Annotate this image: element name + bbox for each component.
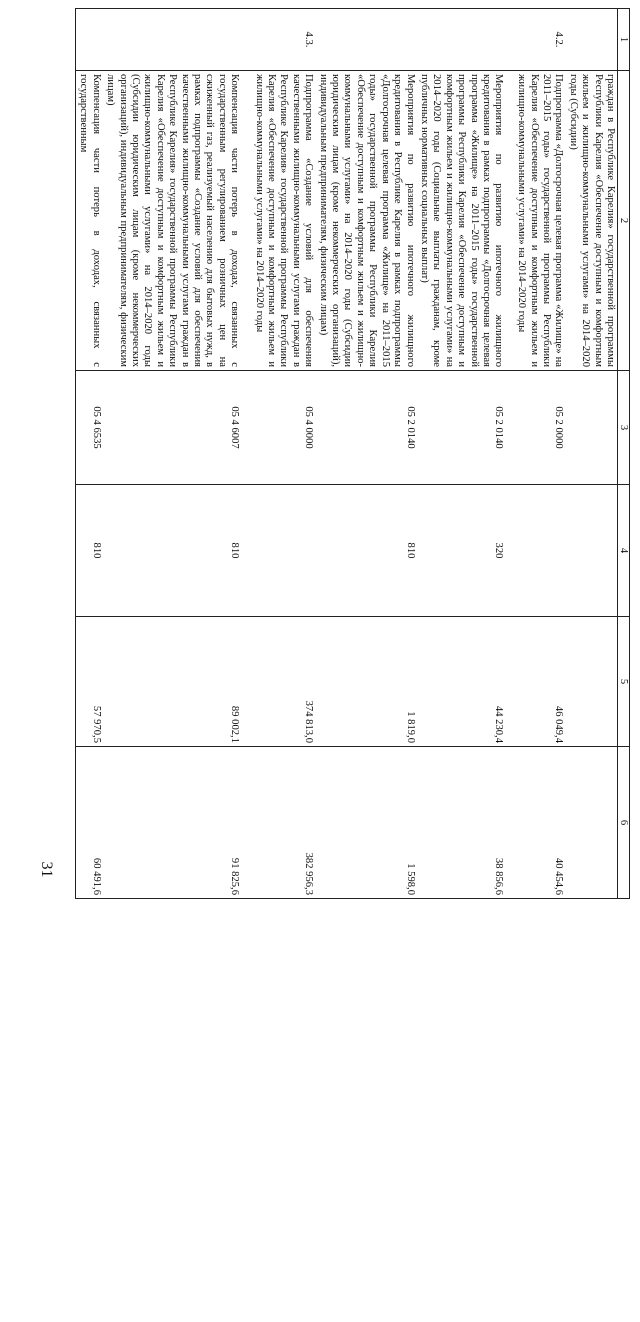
row-target-code: 05 2 0000 [505, 371, 565, 485]
row-amount-2015: 60 491,6 [76, 747, 103, 899]
row-amount-2014: 89 002,1 [103, 617, 241, 747]
page-number: 31 [38, 861, 55, 878]
table-row [417, 9, 506, 899]
row-description: Подпрограмма «Долгосрочная целевая программа «Жилище» на 2011–2015 годы» государственной программы Республики Карелия «Обеспечение доступным и комфортным жильем и жилищно-коммунальными услугами» на 2014–2020 годы [505, 71, 565, 371]
row-expense-type [505, 485, 565, 617]
row-expense-type: 810 [103, 485, 241, 617]
table-row [76, 9, 103, 899]
row-number [417, 9, 506, 71]
table-row [315, 9, 416, 899]
row-amount-2015: 382 956,3 [241, 747, 315, 899]
table-row [505, 9, 565, 899]
table-row [241, 9, 315, 899]
row-amount-2015: 91 825,6 [103, 747, 241, 899]
row-description: Компенсация части потерь в доходах, связанных с государственным [76, 71, 103, 371]
row-expense-type [565, 485, 617, 617]
row-amount-2014: 46 049,4 [505, 617, 565, 747]
header-cell-6: 6 [618, 747, 630, 899]
budget-table-sheet [30, 8, 630, 898]
row-number: 4.2. [505, 9, 565, 71]
header-cell-5: 5 [618, 617, 630, 747]
header-cell-3: 3 [618, 371, 630, 485]
row-number: 4.3. [241, 9, 315, 71]
row-amount-2014 [565, 617, 617, 747]
row-amount-2015 [565, 747, 617, 899]
row-expense-type: 320 [417, 485, 506, 617]
row-amount-2014: 44 230,4 [417, 617, 506, 747]
row-amount-2015: 38 856,6 [417, 747, 506, 899]
row-description: Мероприятия по развитию ипотечного жилищного кредитования в рамках подпрограммы «Долгосрочная целевая программа «Жилище» на 2011–2015 годы» государственной программы Республики Карелия «Обеспечение доступным и комфортным жильем и жилищно-коммунальными услугами» на 2014–2020 годы (Социальные выплаты гражданам, кроме публичных нормативных социальных выплат) [417, 71, 506, 371]
row-number [315, 9, 416, 71]
row-target-code: 05 4 6007 [103, 371, 241, 485]
row-target-code: 05 4 0000 [241, 371, 315, 485]
row-target-code: 05 2 0140 [315, 371, 416, 485]
row-expense-type: 810 [315, 485, 416, 617]
row-description: граждан в Республике Карелия» государственной программы Республики Карелия «Обеспечение доступным и комфортным жильем и жилищно-коммунальными услугами» на 2014–2020 годы (Субсидии) [565, 71, 617, 371]
row-target-code: 05 2 0140 [417, 371, 506, 485]
budget-table [75, 8, 630, 899]
row-expense-type [241, 485, 315, 617]
row-number [103, 9, 241, 71]
row-amount-2014: 1 819,0 [315, 617, 416, 747]
row-expense-type: 810 [76, 485, 103, 617]
row-description: Компенсация части потерь в доходах, связанных с государственным регулированием розничных цен на сжиженный газ, реализуемый населению для бытовых нужд, в рамках подпрограммы «Создание условий для обеспечения качественными жилищно-коммунальными услугами граждан в Республике Карелия» государственной программы Республики Карелия «Обеспечение доступным и комфортным жильем и жилищно-коммунальными услугами» на 2014–2020 годы (Субсидии юридическим лицам (кроме некоммерческих организаций), индивидуальным предпринимателям, физическим лицам) [103, 71, 241, 371]
header-cell-2: 2 [618, 71, 630, 371]
table-row [103, 9, 241, 899]
header-cell-1: 1 [618, 9, 630, 71]
row-target-code [565, 371, 617, 485]
row-target-code: 05 4 6535 [76, 371, 103, 485]
row-amount-2015: 40 454,6 [505, 747, 565, 899]
row-number [565, 9, 617, 71]
row-amount-2014: 57 970,5 [76, 617, 103, 747]
column-number-header [618, 9, 630, 899]
row-description: Подпрограмма «Создание условий для обеспечения качественными жилищно-коммунальными услугами граждан в Республике Карелия» государственной программы Республики Карелия «Обеспечение доступным и комфортным жильем и жилищно-коммунальными услугами» на 2014–2020 годы [241, 71, 315, 371]
header-cell-4: 4 [618, 485, 630, 617]
row-number [76, 9, 103, 71]
row-amount-2015: 1 598,0 [315, 747, 416, 899]
row-description: Мероприятия по развитию ипотечного жилищного кредитования в Республике Карелия в рамках подпрограммы «Долгосрочная целевая программа «Жилище» на 2011–2015 годы» государственной программы Республики Карелия «Обеспечение доступным и комфортным жильем и жилищно-коммунальными услугами» на 2014–2020 годы (Субсидии юридическим лицам (кроме некоммерческих организаций), индивидуальным предпринимателям, физическим лицам) [315, 71, 416, 371]
table-row [565, 9, 617, 899]
row-amount-2014: 374 813,0 [241, 617, 315, 747]
